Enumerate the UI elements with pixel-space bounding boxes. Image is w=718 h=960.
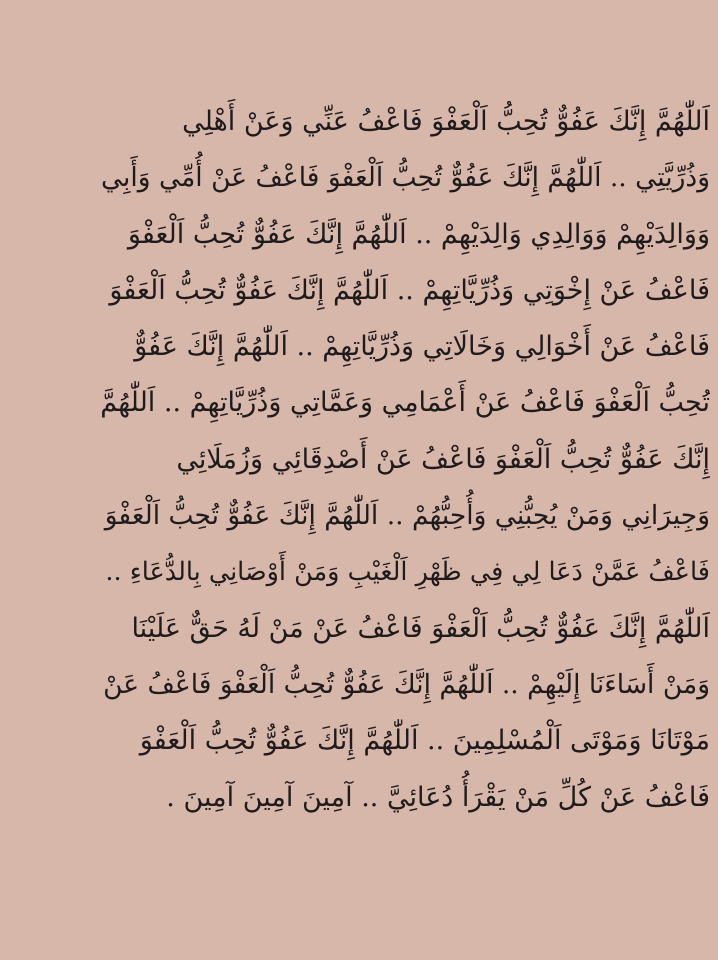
prayer-line-4: فَاعْفُ عَنْ إِخْوَتِي وَذُرِّيَّاتِهِمْ .. اَللّٰهُمَّ إِنَّكَ عَفُوٌّ تُحِبُّ اَلْعَفْوَ — [109, 274, 710, 306]
prayer-line-2: وَذُرِّيَّتِي .. اَللّٰهُمَّ إِنَّكَ عَفُوٌّ تُحِبُّ اَلْعَفْوَ فَاعْفُ عَنْ أُمِّي وَأَبِي — [100, 162, 710, 194]
prayer-line-9: فَاعْفُ عَمَّنْ دَعَا لِي فِي ظَهْرِ اَلْغَيْبِ وَمَنْ أَوْصَانِي بِالدُّعَاءِ .. — [105, 557, 710, 588]
prayer-line-12: مَوْتَانَا وَمَوْتَى اَلْمُسْلِمِينَ .. اَللّٰهُمَّ إِنَّكَ عَفُوٌّ تُحِبُّ اَلْعَفْوَ — [139, 725, 710, 757]
prayer-line-6: تُحِبُّ اَلْعَفْوَ فَاعْفُ عَنْ أَعْمَامِي وَعَمَّاتِي وَذُرِّيَّاتِهِمْ .. اَللّٰهُمَّ — [100, 387, 710, 419]
prayer-line-3: وَوَالِدَيْهِمْ وَوَالِدِي وَالِدَيْهِمْ .. اَللّٰهُمَّ إِنَّكَ عَفُوٌّ تُحِبُّ اَلْعَفْوَ — [127, 218, 710, 250]
prayer-line-1: اَللّٰهُمَّ إِنَّكَ عَفُوٌّ تُحِبُّ اَلْعَفْوَ فَاعْفُ عَنِّي وَعَنْ أَهْلِي — [182, 106, 710, 137]
prayer-line-10: اَللّٰهُمَّ إِنَّكَ عَفُوٌّ تُحِبُّ اَلْعَفْوَ فَاعْفُ عَنْ مَنْ لَهُ حَقٌّ عَلَيْنَا — [131, 612, 710, 644]
prayer-line-5: فَاعْفُ عَنْ أَخْوَالِي وَخَالَاتِي وَذُرِّيَّاتِهِمْ .. اَللّٰهُمَّ إِنَّكَ عَفُوٌّ — [134, 331, 710, 363]
prayer-line-7: إِنَّكَ عَفُوٌّ تُحِبُّ اَلْعَفْوَ فَاعْفُ عَنْ أَصْدِقَائِي وَزُمَلَائِي — [176, 443, 710, 475]
prayer-line-8: وَجِيرَانِي وَمَنْ يُحِبُّنِي وَأُحِبُّهُمْ .. اَللّٰهُمَّ إِنَّكَ عَفُوٌّ تُحِبُّ اَلْعَفْوَ — [104, 500, 710, 532]
prayer-line-11: وَمَنْ أَسَاءَنَا إِلَيْهِمْ .. اَللّٰهُمَّ إِنَّكَ عَفُوٌّ تُحِبُّ اَلْعَفْوَ فَاعْفُ عَنْ — [103, 668, 710, 700]
prayer-line-13: فَاعْفُ عَنْ كُلِّ مَنْ يَقْرَأُ دُعَائِيَّ .. آمِينَ آمِينَ آمِينَ . — [166, 781, 710, 813]
prayer-text — [100, 94, 710, 826]
